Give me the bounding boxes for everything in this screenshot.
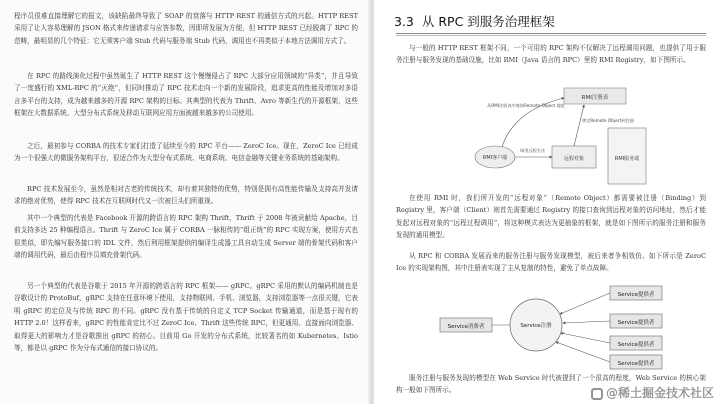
- bind-label: 绑定Remote Object到注册: [582, 118, 635, 123]
- right-page: [374, 0, 720, 404]
- watermark: [591, 384, 714, 401]
- section-number: 3.3: [394, 14, 414, 29]
- service-registry-label: Service注册: [520, 323, 552, 329]
- rmi-diagram: [475, 88, 646, 184]
- call-label: 调用远程方法: [520, 148, 546, 153]
- right-paragraph-4: 服务注册与服务发现的模型在 Web Service 时代被提到了一个很高的程度，Web Service 的核心架构一般如下图所示。: [396, 374, 706, 395]
- left-paragraph-4: RPC 技术发展至今，虽然是相对古老的传统技术，却有着其独特的优势，特别是拥有高性能传输及支持高并发请求的绝对优势，使得 RPC 技术在互联网时代又一次被巨头们所重视。: [14, 185, 358, 206]
- provider-label-1: Service提供者: [617, 292, 655, 298]
- provider-arrow-4: [556, 342, 610, 362]
- rmi-registry-label: RMI注册表: [581, 95, 609, 101]
- right-paragraph-1: 与一般的 HTTP REST 框架不同，一个可用的 RPC 架构不仅解决了远程调用问题，也提供了用于服务注册与服务发现的基础设施，比如 RMI（Java 语言的 RPC）里的 RMI Registry，如下图所示。: [396, 44, 706, 65]
- juejin-logo-icon: [591, 388, 603, 400]
- right-paragraph-3: 从 RPC 和 CORBA 发展而来的服务注册与服务发现模型，被后来者争相效仿。如下所示是 ZeroC Ice 的实现架构图，其中注册表实现了主从复制的特性，避免了单点故障。: [396, 252, 706, 273]
- remote-object-label: 远程对象: [563, 156, 585, 162]
- watermark-text: @稀土掘金技术社区: [605, 386, 714, 400]
- section-title: 从 RPC 到服务治理框架: [421, 14, 555, 29]
- service-consumer-label: Service消费者: [447, 324, 485, 330]
- lookup-label: 从RMI注册表中查询Remote Object 地址: [487, 103, 565, 108]
- provider-label-2: Service提供者: [617, 320, 655, 326]
- provider-label-4: Service提供者: [617, 361, 655, 367]
- provider-arrow-2: [563, 321, 610, 323]
- left-paragraph-5: 其中一个典型的代表是 Facebook 开源的跨语言的 RPC 架构 Thrift，Thrift 于 2008 年被贡献给 Apache，目前支持多达 25 种编程语言。Thrift 与 ZeroC Ice 属于 CORBA 一脉相传的“组正统”的 RPC 实现方案，使用方式也很类似，即先编写服务接口的 IDL 文件，然后利用框架提供的编译生成器工具自动生成 Server 端的骨架代码和客户端的调用代码，最后由程序员填充骨架代码。: [14, 214, 358, 260]
- registry-diagram: [440, 286, 662, 369]
- rmi-client-label: RMI客户端: [482, 155, 508, 161]
- rmi-server-label: RMI服务端: [614, 156, 640, 162]
- right-paragraph-2: 在使用 RMI 时，我们所开发的“远程对象”（Remote Object）都需要被注册（Binding）到 Registry 里，客户端（Client）则首先需要通过 Registry 的接口查询到远程对象的访问地址，然后才能发起对远程对象的“远程过程调用”，将这种模式表达为更抽象的框架，就是如下图所示的服务注册和服务发现的通用模型。: [396, 194, 706, 240]
- left-paragraph-1: 程序员很难直接理解它的报文，该缺陷最终导致了 SOAP 的衰落与 HTTP REST 的通信方式的兴起。HTTP REST 采用了让人容易理解的 JSON 格式来传递请求与应答参数，因即所发展为方便，但 HTTP REST 已经脱离了 RPC 的范畴，最明显的几个特征：它无须客户端 Stub 代码与服务端 Stub 代码，调用也不再类似于本地方法调用方式了。: [14, 12, 358, 45]
- provider-arrow-3: [561, 333, 610, 343]
- left-paragraph-6: 另一个典型的代表是谷歌于 2015 年开源的跨语言的 RPC 框架—— gRPC。gRPC 采用的默认的编码机制也是谷歌设计的 ProtoBuf，gRPC 支持在任意环境下使用，支持物联网、手机、浏览器，支持浏览器等一点很关键，它表明 gRPC 的定位及与传统 RPC 的不同。gRPC 没有基于传统的自定义 TCP Socket 传输通道，而是基于现有的 HTTP 2.0！这样看来，gRPC 的性能肯定比不过 ZeroC Ice、Thrift 这些传统 RPC，但更通用、直接面向浏览器、取得更大的影响力才是谷歌推出 gRPC 的初心。目前用 Go 开发的分布式系统，比较著名的如 Kubernetes、Istio 等，都是以 gRPC 作为分布式通信的接口协议的。: [14, 282, 358, 353]
- bind-arrow: [574, 105, 584, 146]
- provider-label-3: Service提供者: [617, 342, 655, 348]
- left-paragraph-2: 在 RPC 的路线演化过程中虽然诞生了 HTTP REST 这个慢慢侵占了 RPC 大部分应用领域的“异类”，并且导致了一度盛行的 XML-RPC 的“灭绝”，但同时推动了 RPC 技术走向一个新的发展阶段，追求更高的性能及增加对多语言多平台的支持，成为越来越多的开源 RPC 架构的目标。其典型的代表为 Thrift、Avro 等新生代的开源框架，这些框架在大数据系统、大型分布式系统及移动互联网应用方面被越来越多的公司使用。: [14, 72, 358, 118]
- provider-arrow-1: [560, 293, 610, 314]
- left-paragraph-3: 之后，最初参与 CORBA 的技术专家们打造了延续至今的 RPC 平台—— ZeroC Ice。现在，ZeroC Ice 已经成为一个很强大的微服务架构平台，很适合作为大型分布式系统、电商系统、电信金融等关键业务系统的基础架构。: [14, 142, 358, 163]
